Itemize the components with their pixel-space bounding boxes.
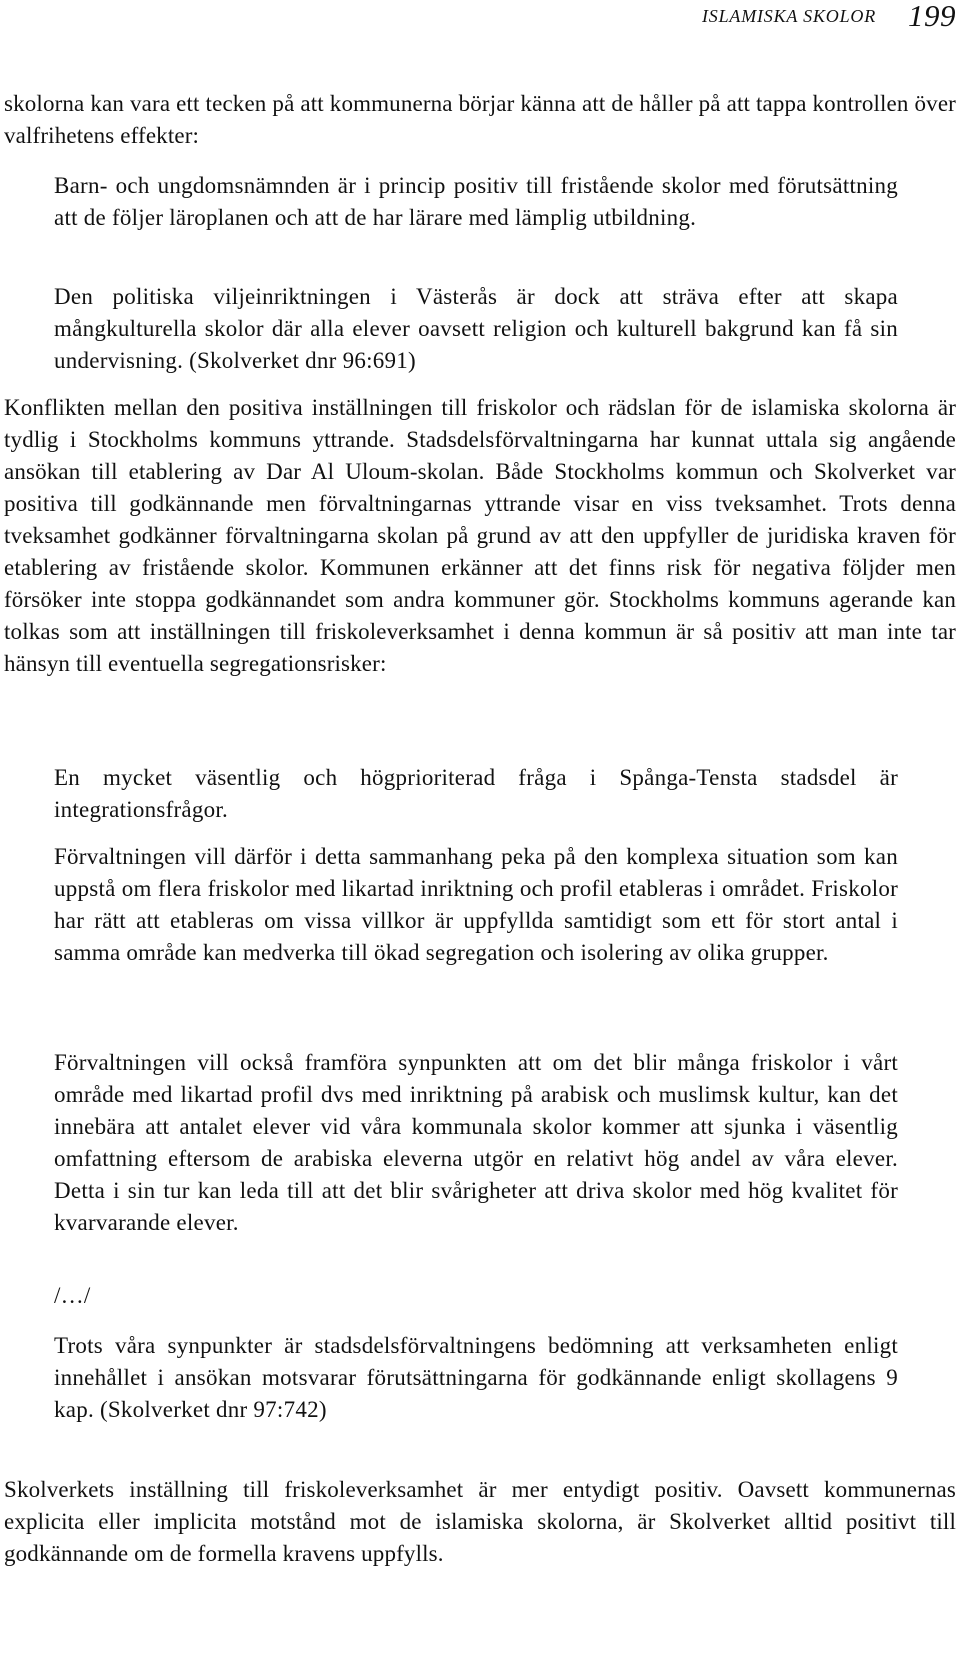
body-paragraph-1: skolorna kan vara ett tecken på att kommunerna börjar känna att de håller på att tappa kontrollen över valfrihetens effekter: (4, 91, 956, 148)
block-quote-4: Förvaltningen vill därför i detta sammanhang peka på den komplexa situation som kan uppstå om flera friskolor med likartad inriktning och profil etableras i området. Friskolor har rätt att etableras om vissa villkor är uppfyllda samtidigt som ett för stort antal i samma område kan medverka till ökad segregation och isolering av olika grupper. (54, 844, 898, 965)
block-quote-2: Den politiska viljeinriktningen i Västerås är dock att sträva efter att skapa mångkulturella skolor där alla elever oavsett religion och kulturell bakgrund kan få sin undervisning. (Skolverket dnr 96:691) (54, 284, 898, 373)
omission-mark: /…/ (54, 1283, 91, 1308)
block-quote-1: Barn- och ungdomsnämnden är i princip positiv till fristående skolor med förutsättning att de följer läroplanen och att de har lärare med lämplig utbildning. (54, 173, 898, 230)
body-paragraph-2: Konflikten mellan den positiva inställningen till friskolor och rädslan för de islamiska skolorna är tydlig i Stockholms kommuns yttrande. Stadsdelsförvaltningarna har kunnat uttala sig angående ansökan till etablering av Dar Al Uloum-skolan. Både Stockholms kommun och Skolverket var positiva till godkännande men förvaltningarnas yttrande visar en viss tveksamhet. Trots denna tveksamhet godkänner förvaltningarna skolan på grund av att den uppfyller de juridiska kraven för etablering av fristående skolor. Kommunen erkänner att det finns risk för negativa följder men försöker inte stoppa godkännandet som andra kommuner gör. Stockholms kommuns agerande kan tolkas som att inställningen till friskoleverksamhet i denna kommun är så positiv att man inte tar hänsyn till eventuella segregationsrisker: (4, 395, 956, 676)
body-paragraph-3: Skolverkets inställning till friskoleverksamhet är mer entydigt positiv. Oavsett kommunernas explicita eller implicita motstånd mot de islamiska skolorna, är Skolverket alltid positivt till godkännande om de formella kravens uppfylls. (4, 1477, 956, 1566)
block-quote-6: Trots våra synpunkter är stadsdelsförvaltningens bedömning att verksamheten enligt innehållet i ansökan motsvarar förutsättningarna för godkännande enligt skollagens 9 kap. (Skolverket dnr 97:742) (54, 1333, 898, 1422)
page-number: 199 (908, 0, 956, 33)
block-quote-5: Förvaltningen vill också framföra synpunkten att om det blir många friskolor i vårt område med likartad profil dvs med inriktning på arabisk och muslimsk kultur, kan det innebära att antalet elever vid våra kommunala skolor kommer att sjunka i väsentlig omfattning eftersom de arabiska eleverna utgör en relativt hög andel av våra elever. Detta i sin tur kan leda till att det blir svårigheter att driva skolor med hög kvalitet för kvarvarande elever. (54, 1050, 898, 1235)
running-head (0, 2, 958, 36)
running-title: ISLAMISKA SKOLOR (702, 6, 876, 26)
block-quote-3: En mycket väsentlig och högprioriterad fråga i Spånga-Tensta stadsdel är integrationsfrågor. (54, 765, 898, 822)
